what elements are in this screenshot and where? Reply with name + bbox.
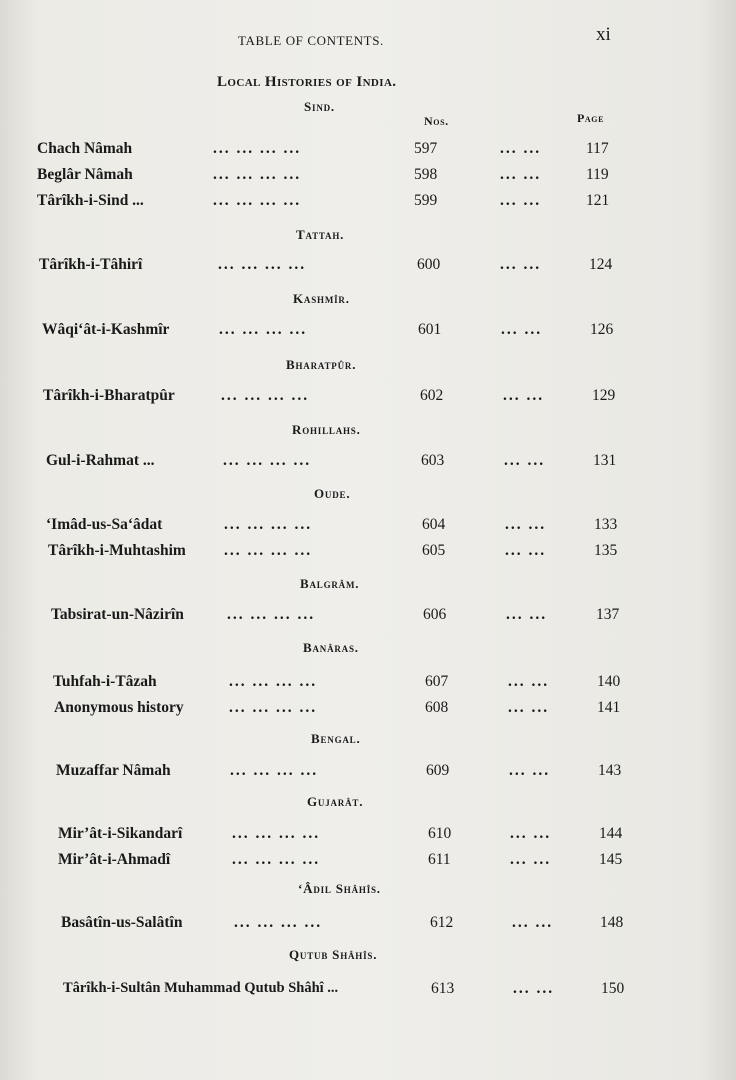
toc-entry[interactable] [0, 321, 736, 341]
entry-page: 131 [593, 452, 617, 469]
entry-number: 606 [423, 606, 447, 623]
entry-title: Beglâr Nâmah [37, 166, 133, 183]
leader-dots: ... ... [513, 980, 555, 997]
entry-page: 145 [599, 851, 623, 868]
leader-dots: ... ... ... ... [232, 851, 321, 868]
toc-entry[interactable] [0, 914, 736, 934]
leader-dots: ... ... [508, 673, 550, 690]
entry-number: 599 [414, 192, 438, 209]
leader-dots: ... ... ... ... [218, 256, 307, 273]
section-heading: Bengal. [311, 731, 361, 746]
entry-title: Mir’ât-i-Sikandarî [58, 825, 183, 842]
entry-title: Târîkh-i-Bharatpûr [43, 387, 175, 404]
toc-entry[interactable] [0, 452, 736, 472]
column-head-nos: Nos. [424, 114, 449, 128]
entry-page: 121 [586, 192, 610, 209]
entry-title: Muzaffar Nâmah [56, 762, 171, 779]
toc-entry[interactable] [0, 606, 736, 626]
toc-entry[interactable] [0, 673, 736, 693]
page-number: xi [596, 24, 611, 45]
entry-title: Târîkh-i-Sultân Muhammad Qutub Shâhî ... [63, 980, 339, 996]
entry-title: Chach Nâmah [37, 140, 133, 157]
toc-entry[interactable] [0, 256, 736, 276]
toc-entry[interactable] [0, 851, 736, 871]
leader-dots: ... ... [500, 166, 542, 183]
leader-dots: ... ... [510, 825, 552, 842]
toc-entry[interactable] [0, 516, 736, 536]
entry-title: Mir’ât-i-Ahmadî [58, 851, 171, 868]
entry-number: 603 [421, 452, 445, 469]
section-heading: Bharatpûr. [286, 357, 357, 372]
section-heading: Qutub Shâhîs. [289, 947, 378, 962]
entry-number: 604 [422, 516, 446, 533]
entry-title: Wâqi‘ât-i-Kashmîr [42, 321, 170, 338]
entry-page: 117 [586, 140, 609, 157]
leader-dots: ... ... [500, 140, 542, 157]
entry-title: Târîkh-i-Sind ... [37, 192, 144, 209]
main-title: Local Histories of India. [217, 74, 397, 90]
running-head: TABLE OF CONTENTS. [238, 33, 384, 48]
leader-dots: ... ... [504, 452, 546, 469]
entry-page: 133 [594, 516, 618, 533]
entry-title: Târîkh-i-Muhtashim [48, 542, 186, 559]
entry-page: 141 [597, 699, 621, 716]
entry-title: ‘Imâd-us-Sa‘âdat [46, 516, 163, 533]
entry-title: Tuhfah-i-Tâzah [53, 673, 157, 690]
entry-number: 598 [414, 166, 438, 183]
entry-page: 143 [598, 762, 622, 779]
entry-title: Tabsirat-un-Nâzirîn [51, 606, 184, 623]
toc-entry[interactable] [0, 699, 736, 719]
leader-dots: ... ... ... ... [234, 914, 323, 931]
entry-page: 119 [586, 166, 609, 183]
section-heading: Oude. [314, 486, 351, 501]
leader-dots: ... ... ... ... [224, 542, 313, 559]
leader-dots: ... ... ... ... [213, 140, 302, 157]
leader-dots: ... ... [506, 606, 548, 623]
entry-number: 610 [428, 825, 452, 842]
entry-page: 144 [599, 825, 623, 842]
leader-dots: ... ... [500, 192, 542, 209]
leader-dots: ... ... [500, 256, 542, 273]
entry-number: 613 [431, 980, 455, 997]
entry-title: Anonymous history [54, 699, 184, 716]
leader-dots: ... ... [508, 699, 550, 716]
entry-page: 140 [597, 673, 621, 690]
leader-dots: ... ... [503, 387, 545, 404]
toc-entry[interactable] [0, 387, 736, 407]
entry-page: 126 [590, 321, 614, 338]
toc-entry[interactable] [0, 542, 736, 562]
toc-entry[interactable] [0, 825, 736, 845]
toc-entry[interactable] [0, 166, 736, 186]
section-heading: Sind. [304, 99, 335, 114]
leader-dots: ... ... ... ... [230, 762, 319, 779]
leader-dots: ... ... [501, 321, 543, 338]
entry-number: 597 [414, 140, 438, 157]
entry-page: 135 [594, 542, 618, 559]
entry-number: 607 [425, 673, 449, 690]
column-head-page: Page [577, 111, 605, 125]
leader-dots: ... ... ... ... [213, 166, 302, 183]
entry-page: 129 [592, 387, 616, 404]
section-heading: ‘Âdil Shâhîs. [298, 881, 381, 896]
entry-number: 600 [417, 256, 441, 273]
leader-dots: ... ... ... ... [227, 606, 316, 623]
leader-dots: ... ... ... ... [221, 387, 310, 404]
leader-dots: ... ... [505, 542, 547, 559]
entry-page: 137 [596, 606, 620, 623]
toc-entry[interactable] [0, 762, 736, 782]
entry-number: 611 [428, 851, 451, 868]
entry-number: 612 [430, 914, 454, 931]
toc-entry[interactable] [0, 192, 736, 212]
entry-number: 601 [418, 321, 442, 338]
leader-dots: ... ... ... ... [232, 825, 321, 842]
entry-title: Târîkh-i-Tâhirî [39, 256, 143, 273]
section-heading: Balgrâm. [300, 576, 360, 591]
leader-dots: ... ... [509, 762, 551, 779]
entry-number: 608 [425, 699, 449, 716]
entry-number: 605 [422, 542, 446, 559]
leader-dots: ... ... ... ... [213, 192, 302, 209]
leader-dots: ... ... ... ... [219, 321, 308, 338]
leader-dots: ... ... ... ... [224, 516, 313, 533]
entry-page: 150 [601, 980, 625, 997]
section-heading: Gujarât. [307, 794, 364, 809]
section-heading: Tattah. [296, 227, 345, 242]
leader-dots: ... ... ... ... [229, 699, 318, 716]
section-heading: Rohillahs. [292, 422, 361, 437]
entry-page: 124 [589, 256, 613, 273]
leader-dots: ... ... [505, 516, 547, 533]
leader-dots: ... ... [510, 851, 552, 868]
leader-dots: ... ... [512, 914, 554, 931]
leader-dots: ... ... ... ... [223, 452, 312, 469]
leader-dots: ... ... ... ... [229, 673, 318, 690]
entry-title: Gul-i-Rahmat ... [46, 452, 155, 469]
toc-entry[interactable] [0, 140, 736, 160]
section-heading: Kashmîr. [293, 291, 350, 306]
entry-number: 609 [426, 762, 450, 779]
entry-number: 602 [420, 387, 444, 404]
entry-page: 148 [600, 914, 624, 931]
entry-title: Basâtîn-us-Salâtîn [61, 914, 183, 931]
section-heading: Banâras. [303, 640, 359, 655]
toc-entry[interactable] [0, 980, 736, 1000]
